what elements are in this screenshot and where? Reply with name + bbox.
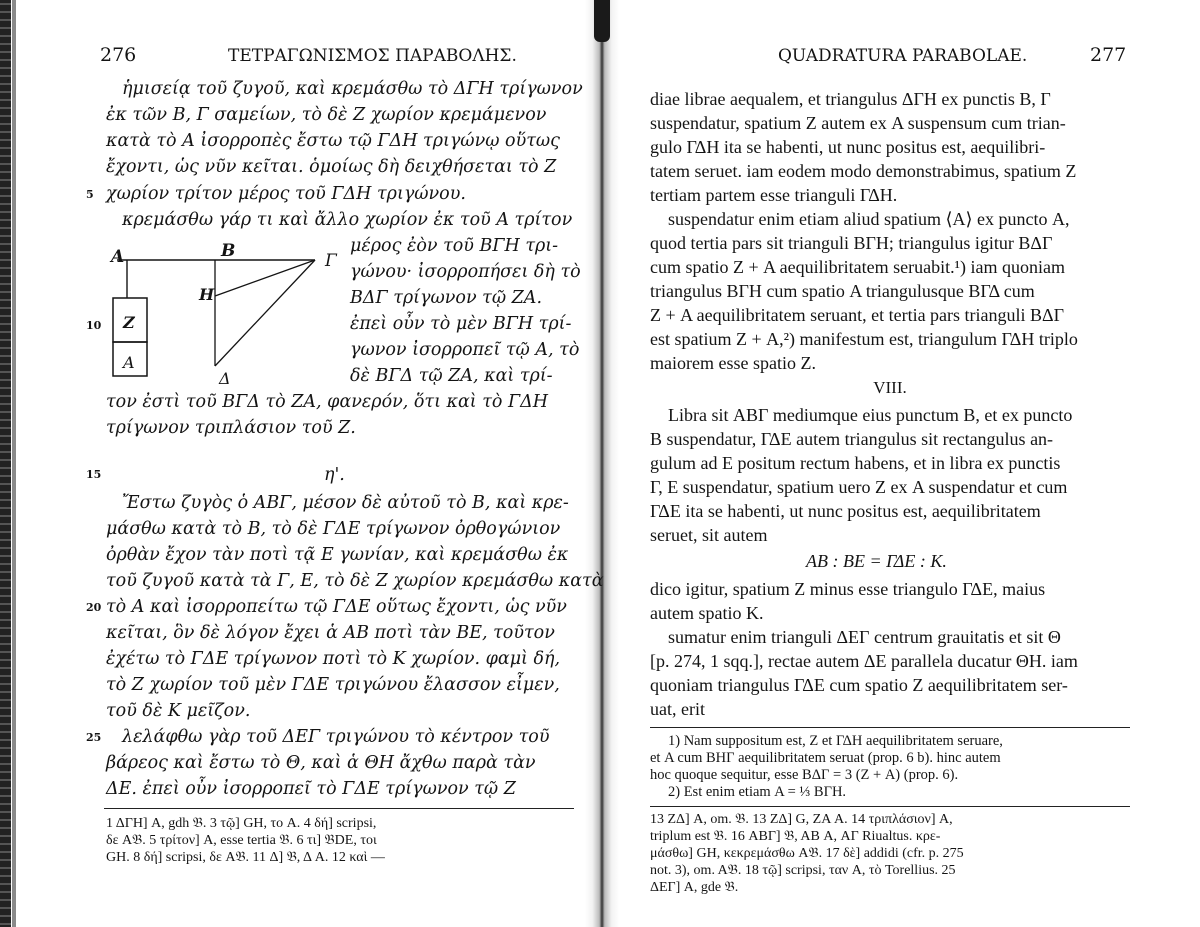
right-page-number: 277 <box>1090 44 1127 66</box>
right-text-line: suspendatur enim etiam aliud spatium ⟨Α⟩ ex puncto Α, <box>668 209 1070 229</box>
left-section-line: τὸ Ζ χωρίον τοῦ μὲν ΓΔΕ τριγώνου ἔλασσον εἶμεν, <box>106 675 560 695</box>
left-section-line: τὸ Α καὶ ἰσορροπείτω τῷ ΓΔΕ οὕτως ἔχοντι, ὡς νῦν <box>106 597 567 617</box>
left-text-line: ἐκ τῶν Β, Γ σαμείων, τὸ δὲ Ζ χωρίον κρεμάμενον <box>106 105 547 125</box>
right-running-head: QUADRATURA PARABOLAE. <box>778 46 1028 66</box>
left-section-numeral: η'. <box>324 465 345 485</box>
left-section-line: βάρεος καὶ ἔστω τὸ Θ, καὶ ἁ ΘΗ ἄχθω παρὰ τὰν <box>106 753 536 773</box>
beside-diagram-line: γωνον ἰσορροπεῖ τῷ Α, τὸ <box>350 340 580 360</box>
right-text-line: cum spatio Z + Α aequilibritatem seruabit.¹) iam quoniam <box>650 257 1065 277</box>
label-d: Δ <box>219 369 231 388</box>
line-number: 15 <box>86 468 102 481</box>
left-section-line: ΔΕ. ἐπεὶ οὖν ἰσορροπεῖ τὸ ΓΔΕ τρίγωνον τῷ Ζ <box>106 779 516 799</box>
label-z: Ζ <box>123 313 135 332</box>
right-section-line: gulum ad E positum rectum habens, et in libra ex punctis <box>650 453 1061 473</box>
right-section-line: ΓΔΕ ita se habenti, ut nunc positus est, aequilibritatem <box>650 501 1041 521</box>
left-apparatus-line: δε A𝔅. 5 τρίτον] A, esse tertia 𝔅. 6 τι] 𝔅DE, τοι <box>106 833 377 848</box>
right-apparatus-rule <box>650 806 1130 807</box>
footnote-rule <box>650 727 1130 728</box>
right-text-line: dico igitur, spatium Z minus esse triangulo ΓΔΕ, maius <box>650 579 1046 599</box>
left-text-line: τον ἐστὶ τοῦ ΒΓΔ τὸ ΖΑ, φανερόν, ὅτι καὶ τὸ ΓΔΗ <box>106 392 549 412</box>
right-section-line: Libra sit ΑΒΓ mediumque eius punctum B, et ex puncto <box>668 405 1073 425</box>
line-number: 10 <box>86 319 102 332</box>
triangle-side-hg <box>215 260 315 296</box>
footnote-line: 1) Nam suppositum est, Z et ΓΔΗ aequilibritatem seruare, <box>668 733 1003 749</box>
left-text-line: χωρίον τρίτον μέρος τοῦ ΓΔΗ τριγώνου. <box>106 184 466 204</box>
right-text-line: sumatur enim trianguli ΔΕΓ centrum grauitatis et sit Θ <box>668 627 1061 647</box>
left-apparatus-line: 1 ΔΓΗ] A, gdh 𝔅. 3 τῷ] GH, το A. 4 δή] scripsi, <box>106 816 377 831</box>
left-section-line: κεῖται, ὃν δὲ λόγον ἔχει ἁ ΑΒ ποτὶ τὰν ΒΕ, τοῦτον <box>106 623 555 643</box>
right-text-line: maiorem esse spatio Z. <box>650 353 816 373</box>
label-h: Η <box>199 285 215 304</box>
right-text-line: triangulus ΒΓΗ cum spatio Α triangulusque ΒΓΔ cum <box>650 281 1035 301</box>
proportion-equation: ΑΒ : ΒΕ = ΓΔΕ : Κ. <box>806 551 947 571</box>
right-text-line: tertiam partem esse trianguli ΓΔΗ. <box>650 185 898 205</box>
left-section-line: τοῦ ζυγοῦ κατὰ τὰ Γ, Ε, τὸ δὲ Ζ χωρίον κρεμάσθω κατὰ <box>106 571 604 591</box>
right-section-line: B suspendatur, ΓΔΕ autem triangulus sit rectangulus an- <box>650 429 1054 449</box>
label-a-box: Α <box>123 353 135 372</box>
left-section-line: Ἔστω ζυγὸς ὁ ΑΒΓ, μέσον δὲ αὐτοῦ τὸ Β, καὶ κρε- <box>122 493 569 513</box>
line-number: 5 <box>86 188 94 201</box>
right-text-line: tatem seruet. iam eodem modo demonstrabimus, spatium Z <box>650 161 1077 181</box>
left-section-line: τοῦ δὲ Κ μεῖζον. <box>106 701 251 721</box>
left-text-line: κρεμάσθω γάρ τι καὶ ἄλλο χωρίον ἐκ τοῦ Α τρίτον <box>122 210 573 230</box>
book-gutter <box>585 0 619 927</box>
left-text-line: ἔχοντι, ὡς νῦν κεῖται. ὁμοίως δὴ δειχθήσεται τὸ Ζ <box>106 157 557 177</box>
right-text-line: quod tertia pars sit trianguli ΒΓΗ; triangulus igitur ΒΔΓ <box>650 233 1053 253</box>
left-running-head: ΤΕΤΡΑΓΩΝΙΣΜΟΣ ΠΑΡΑΒΟΛΗΣ. <box>228 46 517 66</box>
right-text-line: [p. 274, 1 sqq.], rectae autem ΔΕ parallela ducatur ΘΗ. iam <box>650 651 1078 671</box>
right-text-line: quoniam triangulus ΓΔΕ cum spatio Z aequilibritatem ser- <box>650 675 1068 695</box>
beside-diagram-line: ἐπεὶ οὖν τὸ μὲν ΒΓΗ τρί- <box>350 314 572 334</box>
left-binding-edge <box>0 0 11 927</box>
line-number: 25 <box>86 731 102 744</box>
label-g: Γ <box>325 251 337 271</box>
footnote-line: 2) Est enim etiam Α = ⅓ ΒΓΗ. <box>668 784 847 800</box>
footnote-line: hoc quoque sequitur, esse ΒΔΓ = 3 (Z + Α) (prop. 6). <box>650 767 959 783</box>
balance-diagram <box>105 236 365 396</box>
label-b: Β <box>221 241 236 261</box>
beside-diagram-line: μέρος ἐὸν τοῦ ΒΓΗ τρι- <box>350 236 559 256</box>
right-text-line: diae librae aequalem, et triangulus ΔΓΗ ex punctis B, Γ <box>650 89 1051 109</box>
right-apparatus-line: not. 3), om. A𝔅. 18 τῷ] scripsi, ταν A, τὸ Torellius. 25 <box>650 863 956 878</box>
label-a: Α <box>111 247 125 267</box>
book-gutter-shadow <box>594 0 610 42</box>
right-apparatus-line: ΔΕΓ] A, gde 𝔅. <box>650 880 739 895</box>
left-binding-edge-inner <box>12 0 16 927</box>
left-section-line: λελάφθω γὰρ τοῦ ΔΕΓ τριγώνου τὸ κέντρον τοῦ <box>122 727 550 747</box>
left-section-line: ἐχέτω τὸ ΓΔΕ τρίγωνον ποτὶ τὸ Κ χωρίον. φαμὶ δή, <box>106 649 561 669</box>
right-text-line: uat, erit <box>650 699 705 719</box>
left-text-line: κατὰ τὸ Α ἰσορροπὲς ἔστω τῷ ΓΔΗ τριγώνῳ οὕτως <box>106 131 560 151</box>
footnote-line: et Α cum ΒΗΓ aequilibritatem seruat (prop. 6 b). hinc autem <box>650 750 1001 766</box>
right-text-line: gulo ΓΔΗ ita se habenti, ut nunc positus est, aequilibri- <box>650 137 1046 157</box>
right-text-line: autem spatio K. <box>650 603 764 623</box>
left-section-line: ὀρθὰν ἔχον τὰν ποτὶ τᾷ Ε γωνίαν, καὶ κρεμάσθω ἐκ <box>106 545 569 565</box>
right-text-line: suspendatur, spatium Z autem ex Α suspensum cum trian- <box>650 113 1066 133</box>
beside-diagram-line: ΒΔΓ τρίγωνον τῷ ΖΑ. <box>350 288 543 308</box>
right-text-line: est spatium Z + Α,²) manifestum est, triangulum ΓΔΗ triplo <box>650 329 1078 349</box>
right-apparatus-line: 13 ΖΔ] A, om. 𝔅. 13 ΖΔ] G, ΖΑ A. 14 τριπλάσιον] A, <box>650 812 953 827</box>
line-number: 20 <box>86 601 102 614</box>
right-apparatus-line: triplum est 𝔅. 16 ΑΒΓ] 𝔅, ΑΒ A, ΑΓ Riualtus. κρε- <box>650 829 941 844</box>
left-text-line: τρίγωνον τριπλάσιον τοῦ Ζ. <box>106 418 356 438</box>
beside-diagram-line: γώνου· ἰσορροπήσει δὴ τὸ <box>350 262 581 282</box>
right-section-line: Γ, E suspendatur, spatium uero Z ex Α suspendatur et cum <box>650 477 1068 497</box>
right-text-line: Z + Α aequilibritatem seruant, et tertia pars trianguli ΒΔΓ <box>650 305 1065 325</box>
left-section-line: μάσθω κατὰ τὸ Β, τὸ δὲ ΓΔΕ τρίγωνον ὀρθογώνιον <box>106 519 561 539</box>
right-section-line: seruet, sit autem <box>650 525 768 545</box>
left-text-line: ἡμισείᾳ τοῦ ζυγοῦ, καὶ κρεμάσθω τὸ ΔΓΗ τρίγωνον <box>122 79 583 99</box>
right-apparatus-line: μάσθω] GH, κεκρεμάσθω A𝔅. 17 δὲ] addidi (cfr. p. 275 <box>650 846 964 861</box>
left-page-number: 276 <box>100 44 137 66</box>
triangle-side-dg <box>215 260 315 366</box>
left-apparatus-line: GH. 8 δή] scripsi, δε A𝔅. 11 Δ] 𝔅, Δ A. 12 καὶ — <box>106 850 385 865</box>
beside-diagram-line: δὲ ΒΓΔ τῷ ΖΑ, καὶ τρί- <box>350 366 553 386</box>
left-apparatus-rule <box>104 808 574 809</box>
right-section-numeral: VIII. <box>873 378 907 397</box>
